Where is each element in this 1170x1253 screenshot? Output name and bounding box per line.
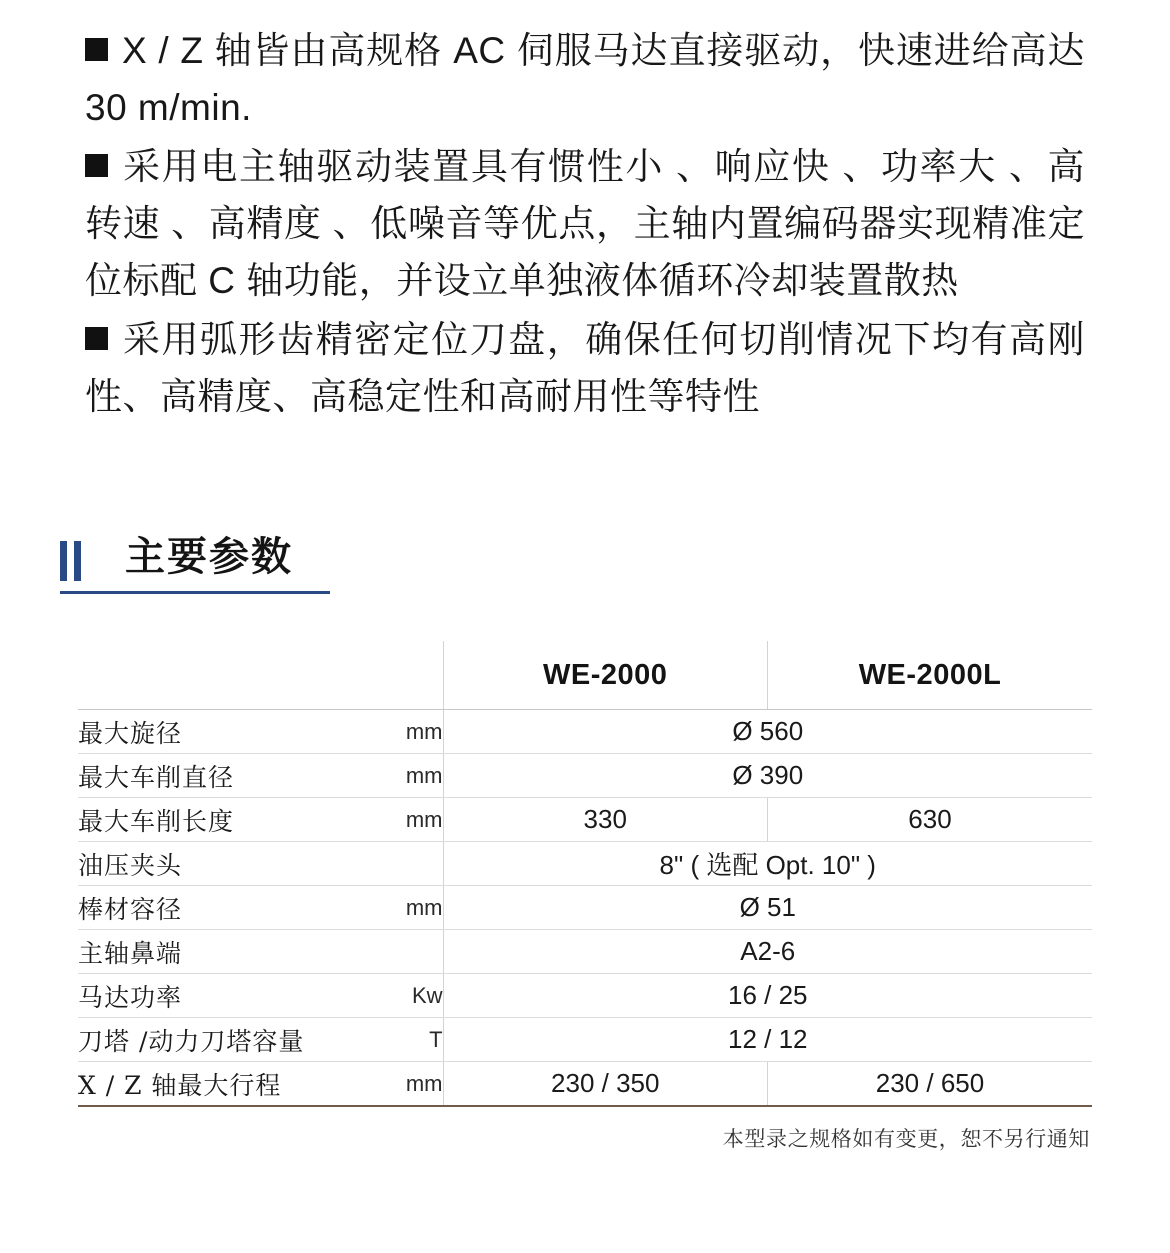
row-unit	[362, 842, 443, 886]
row-value: Ø 51	[443, 886, 1092, 930]
table-header-model-b: WE-2000L	[767, 641, 1092, 710]
row-value: 12 / 12	[443, 1018, 1092, 1062]
feature-item	[85, 311, 1085, 425]
row-value-a: 230 / 350	[443, 1062, 767, 1107]
table-row	[78, 710, 1092, 754]
table-row	[78, 886, 1092, 930]
feature-text: 采用弧形齿精密定位刀盘，确保任何切削情况下均有高刚性、高精度、高稳定性和高耐用性等特性	[85, 319, 1085, 417]
row-label: X / Z 轴最大行程	[78, 1062, 362, 1107]
row-unit	[362, 930, 443, 974]
disclaimer-note: 本型录之规格如有变更，恕不另行通知	[722, 1128, 1090, 1151]
accent-bar-secondary-icon	[74, 541, 81, 581]
row-value-a: 330	[443, 798, 767, 842]
row-label: 最大车削直径	[78, 754, 362, 798]
row-unit: mm	[362, 754, 443, 798]
square-bullet-icon	[85, 327, 108, 350]
section-title: 主要参数	[125, 535, 293, 579]
row-value: 8" ( 选配 Opt. 10" )	[443, 842, 1092, 886]
features-list	[0, 0, 1170, 425]
feature-text: X / Z 轴皆由高规格 AC 伺服马达直接驱动，快速进给高达 30 m/min.	[85, 30, 1085, 128]
row-unit: mm	[362, 798, 443, 842]
feature-text: 采用电主轴驱动装置具有惯性小 、响应快 、功率大 、高转速 、高精度 、低噪音等优点，主轴内置编码器实现精准定位标配 C 轴功能，并设立单独液体循环冷却装置散热	[85, 146, 1085, 301]
row-unit: mm	[362, 710, 443, 754]
table-row	[78, 798, 1092, 842]
table-header-blank	[78, 641, 362, 710]
row-label: 油压夹头	[78, 842, 362, 886]
row-value: A2-6	[443, 930, 1092, 974]
row-label: 最大旋径	[78, 710, 362, 754]
table-row	[78, 1018, 1092, 1062]
table-row	[78, 930, 1092, 974]
row-value: Ø 560	[443, 710, 1092, 754]
section-header	[0, 503, 1170, 603]
table-row	[78, 842, 1092, 886]
feature-item	[85, 138, 1085, 309]
row-label: 最大车削长度	[78, 798, 362, 842]
table-row	[78, 1062, 1092, 1107]
row-value-b: 230 / 650	[767, 1062, 1092, 1107]
row-label: 刀塔 /动力刀塔容量	[78, 1018, 362, 1062]
accent-bar-icon	[60, 541, 67, 581]
row-unit: mm	[362, 886, 443, 930]
row-value-b: 630	[767, 798, 1092, 842]
section-underline	[60, 591, 330, 594]
square-bullet-icon	[85, 154, 108, 177]
table-header-unit	[362, 641, 443, 710]
table-row	[78, 974, 1092, 1018]
feature-item	[85, 22, 1085, 136]
row-value: Ø 390	[443, 754, 1092, 798]
row-unit: T	[362, 1018, 443, 1062]
row-unit: mm	[362, 1062, 443, 1107]
square-bullet-icon	[85, 38, 108, 61]
table-header-row	[78, 641, 1092, 710]
spec-table	[78, 641, 1092, 1107]
table-header-model-a: WE-2000	[443, 641, 767, 710]
row-label: 主轴鼻端	[78, 930, 362, 974]
row-value: 16 / 25	[443, 974, 1092, 1018]
spec-table-wrapper	[78, 641, 1092, 1107]
table-row	[78, 754, 1092, 798]
row-label: 马达功率	[78, 974, 362, 1018]
row-label: 棒材容径	[78, 886, 362, 930]
row-unit: Kw	[362, 974, 443, 1018]
